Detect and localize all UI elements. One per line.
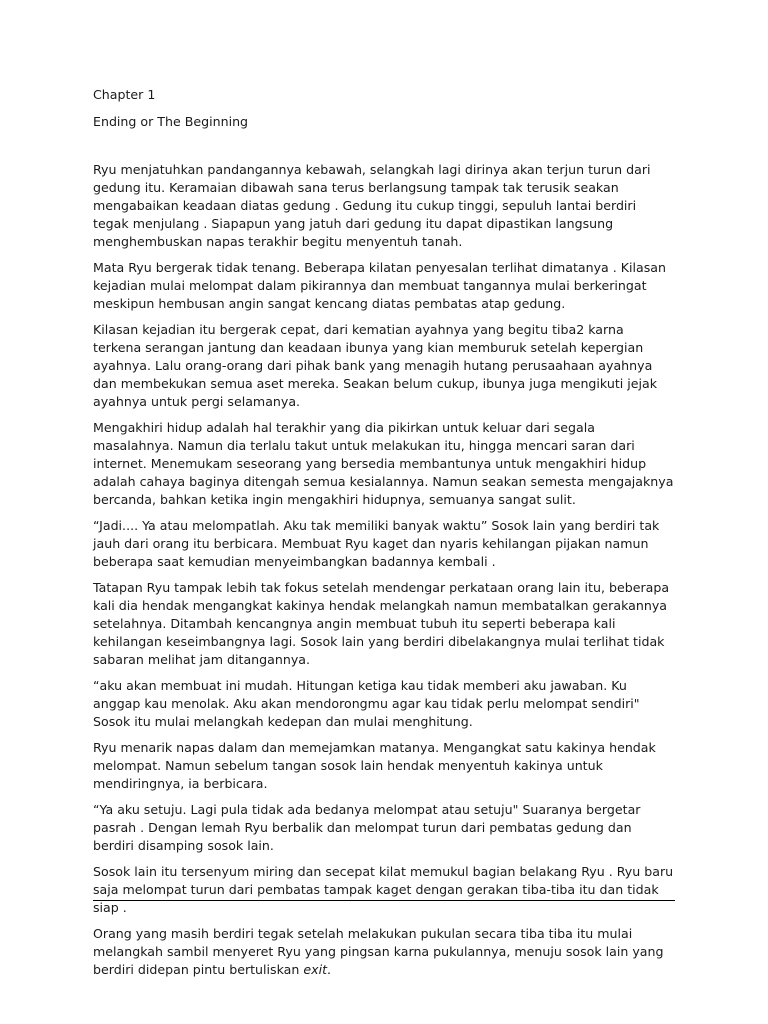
- paragraph-4: Mengakhiri hidup adalah hal terakhir yang dia pikirkan untuk keluar dari segala masalahnya. Namun dia terlalu takut untuk melakukan itu, hingga mencari saran dari internet. Menemukam seseorang yang bersedia membantunya untuk mengakhiri hidup adalah cahaya baginya ditengah semua kesialannya. Namun seakan semesta mengajaknya bercanda, bahkan ketika ingin mengakhiri hidupnya, semuanya sangat sulit.: [93, 420, 674, 507]
- exit-emphasis: exit: [303, 962, 328, 977]
- document-page: [93, 86, 675, 987]
- paragraph-11-end: .: [327, 962, 332, 977]
- paragraph-9: “Ya aku setuju. Lagi pula tidak ada bedanya melompat atau setuju" Suaranya bergetar pasrah . Dengan lemah Ryu berbalik dan melompat turun dari pembatas gedung dan berdiri disamping sosok lain.: [93, 802, 641, 853]
- paragraph-2: Mata Ryu bergerak tidak tenang. Beberapa kilatan penyesalan terlihat dimatanya . Kilasan kejadian mulai melompat dalam pikirannya dan membuat tangannya mulai berkeringat meskipun hembusan angin sangat kencang diatas pembatas atap gedung.: [93, 260, 667, 311]
- chapter-title: Ending or The Beginning: [93, 114, 249, 129]
- paragraph-5: “Jadi.... Ya atau melompatlah. Aku tak memiliki banyak waktu” Sosok lain yang berdiri tak jauh dari orang itu berbicara. Membuat Ryu kaget dan nyaris kehilangan pijakan namun beberapa saat kemudian menyeimbangkan badannya kembali .: [93, 518, 660, 569]
- chapter-number: Chapter 1: [93, 87, 156, 102]
- paragraph-6: Tatapan Ryu tampak lebih tak fokus setelah mendengar perkataan orang lain itu, beberapa kali dia hendak mengangkat kakinya hendak melangkah namun membatalkan gerakannya setelahnya. Ditambah kencangnya angin membuat tubuh itu seperti beberapa kali kehilangan keseimbangnya lagi. Sosok lain yang berdiri dibelakangnya mulai terlihat tidak sabaran melihat jam ditangannya.: [93, 580, 670, 667]
- paragraph-11-text: Orang yang masih berdiri tegak setelah melakukan pukulan secara tiba tiba itu mulai melangkah sambil menyeret Ryu yang pingsan karna pukulannya, menuju sosok lain yang berdiri didepan pintu bertuliskan: [93, 926, 664, 977]
- horizontal-rule: [93, 900, 675, 901]
- paragraph-8: Ryu menarik napas dalam dan memejamkan matanya. Mengangkat satu kakinya hendak melompat. Namun sebelum tangan sosok lain hendak menyentuh kakinya untuk mendiringnya, ia berbicara.: [93, 740, 656, 791]
- paragraph-10: Sosok lain itu tersenyum miring dan secepat kilat memukul bagian belakang Ryu . Ryu baru saja melompat turun dari pembatas tampak kaget dengan gerakan tiba-tiba itu dan tidak siap .: [93, 864, 674, 915]
- paragraph-3: Kilasan kejadian itu bergerak cepat, dari kematian ayahnya yang begitu tiba2 karna terkena serangan jantung dan keadaan ibunya yang kian memburuk setelah kepergian ayahnya. Lalu orang-orang dari pihak bank yang menagih hutang perusaahaan ayahnya dan membekukan semua aset mereka. Seakan belum cukup, ibunya juga mengikuti jejak ayahnya untuk pergi selamanya.: [93, 322, 658, 409]
- paragraph-1: Ryu menjatuhkan pandangannya kebawah, selangkah lagi dirinya akan terjun turun dari gedung itu. Keramaian dibawah sana terus berlangsung tampak tak terusik seakan mengabaikan keadaan diatas gedung . Gedung itu cukup tinggi, sepuluh lantai berdiri tegak menjulang . Siapapun yang jatuh dari gedung itu dapat dipastikan langsung menghembuskan napas terakhir begitu menyentuh tanah.: [93, 162, 651, 249]
- paragraph-11: [93, 925, 675, 979]
- paragraph-7: “aku akan membuat ini mudah. Hitungan ketiga kau tidak memberi aku jawaban. Ku anggap kau menolak. Aku akan mendorongmu agar kau tidak perlu melompat sendiri" Sosok itu mulai melangkah kedepan dan mulai menghitung.: [93, 678, 640, 729]
